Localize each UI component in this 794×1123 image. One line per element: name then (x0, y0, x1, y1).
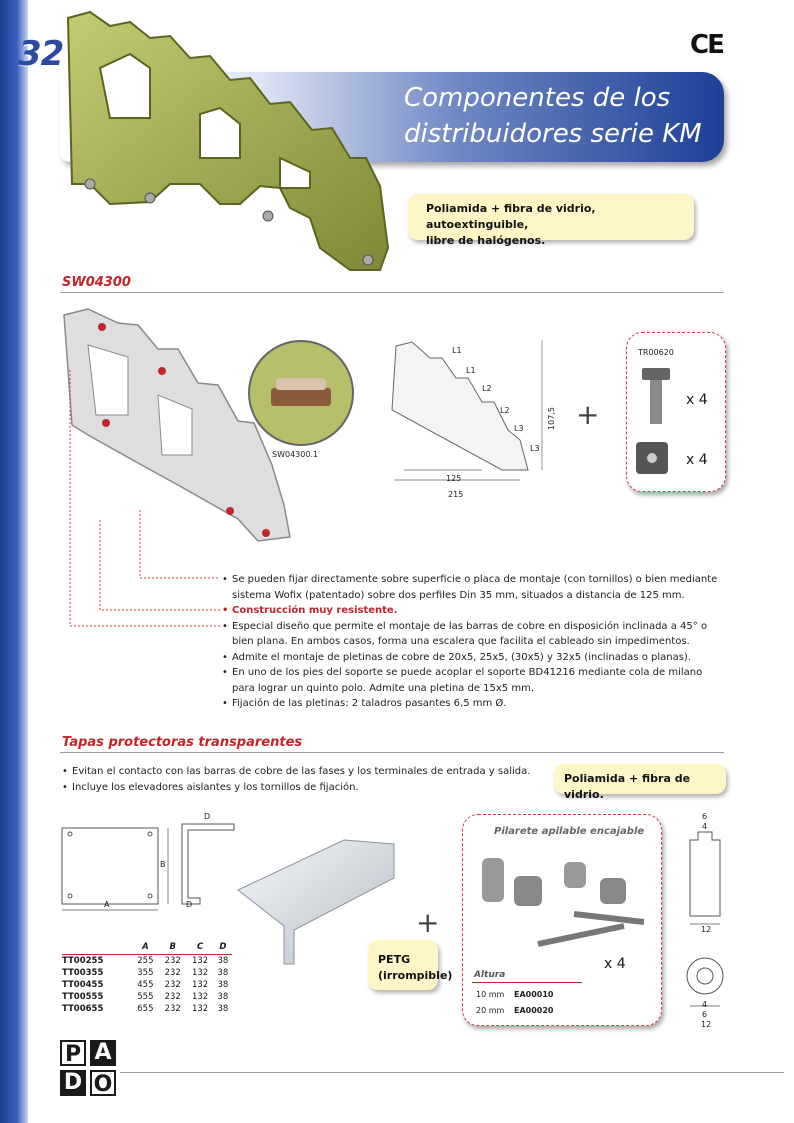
screw-qty: x 4 (686, 392, 708, 408)
table-header: B (169, 942, 176, 952)
pillar-dim-4-bottom: 4 (702, 1000, 708, 1009)
covers-bullets (62, 764, 542, 795)
covers-bullet: • Evitan el contacto con las barras de cobre de las fases y los terminales de entrada y salida. (62, 764, 542, 780)
product-code-heading: SW04300 (62, 275, 131, 290)
table-cell: 655 (137, 1004, 154, 1014)
leader-lines (60, 370, 240, 640)
dim-height: 107,5 (546, 407, 556, 430)
table-row (62, 979, 232, 991)
page-title (404, 80, 734, 152)
table-cell: 355 (137, 968, 154, 978)
table-cell: 232 (164, 980, 181, 990)
table-cell: 555 (137, 992, 154, 1002)
page-number: 32 (18, 34, 64, 74)
table-cell: TT00555 (62, 992, 104, 1002)
table-cell: 132 (191, 968, 209, 978)
ce-mark: CE (690, 30, 723, 60)
table-cell: 132 (191, 1004, 209, 1014)
petg-line-2: (irrompible) (378, 969, 453, 982)
table-cell: 38 (217, 980, 229, 990)
material-callout (408, 194, 694, 247)
square-nut-icon (634, 440, 670, 476)
table-cell: 232 (164, 992, 181, 1002)
feature-item: • Admite el montaje de pletinas de cobre de 20x5, 25x5, (30x5) y 32x5 (inclinadas o planas). (222, 650, 722, 666)
material-line-1: Poliamida + fibra de vidrio, autoextinguible, (426, 202, 596, 231)
section-rule (60, 292, 724, 293)
cover-dimensions-table (62, 942, 232, 1015)
table-row (62, 1003, 232, 1015)
altura-10: 10 mm (476, 990, 505, 999)
pillar-title: Pilarete apilable encajable (494, 826, 645, 837)
title-line-2: distribuidores serie KM (404, 119, 702, 149)
table-cell: 132 (191, 980, 209, 990)
dim-label-l2a: L2 (482, 384, 492, 393)
dim-label-l1a: L1 (452, 346, 462, 355)
logo-letter-d: D (60, 1070, 86, 1096)
product-hero-image (50, 8, 400, 288)
pillar-qty: x 4 (604, 956, 626, 972)
dim-label-l1b: L1 (466, 366, 476, 375)
altura-label: Altura (474, 970, 506, 980)
table-row (62, 967, 232, 979)
features-list (222, 572, 722, 712)
title-line-1: Componentes de los (404, 83, 671, 113)
pillar-parts-image (474, 848, 654, 948)
table-row (62, 991, 232, 1003)
covers-heading: Tapas protectoras transparentes (62, 735, 303, 750)
table-cell: 38 (217, 992, 229, 1002)
table-cell: TT00255 (62, 956, 104, 966)
accessory-code: TR00620 (638, 348, 674, 357)
dim-215: 215 (448, 490, 464, 499)
table-header: D (219, 942, 227, 952)
dim-a: A (104, 900, 110, 909)
dim-d-bottom: D (186, 900, 193, 909)
pillar-dim-6-top: 6 (702, 812, 708, 821)
dimension-drawing (382, 330, 562, 500)
covers-bullet: • Incluye los elevadores aislantes y los tornillos de fijación. (62, 780, 542, 796)
dim-label-l2b: L2 (500, 406, 510, 415)
table-cell: TT00655 (62, 1004, 104, 1014)
table-cell: 232 (164, 1004, 181, 1014)
table-cell: 38 (217, 956, 229, 966)
logo-letter-a: A (90, 1040, 116, 1066)
code-ea00020: EA00020 (514, 1006, 554, 1015)
footer-rule (120, 1072, 784, 1073)
table-cell: 38 (217, 1004, 229, 1014)
feature-item: • Construcción muy resistente. (222, 603, 722, 619)
altura-rule (472, 982, 582, 983)
feature-item: • En uno de los pies del soporte se puede acoplar el soporte BD41216 mediante cola de milano para lograr un quinto polo. Admite una pletina de 15x5 mm. (222, 665, 722, 696)
altura-20: 20 mm (476, 1006, 505, 1015)
material-line-2: libre de halógenos. (426, 234, 546, 247)
dim-125: 125 (446, 474, 462, 483)
pillar-dim-6-bottom: 6 (702, 1010, 708, 1019)
logo-letter-p: P (60, 1040, 86, 1066)
table-cell: 38 (217, 968, 229, 978)
table-cell: 255 (137, 956, 154, 966)
pillar-drawing (680, 810, 730, 1030)
pillar-dim-12-bottom: 12 (701, 1020, 712, 1029)
plus-sign-2: + (416, 906, 440, 939)
feature-item: • Fijación de las pletinas: 2 taladros pasantes 6,5 mm Ø. (222, 696, 722, 712)
table-row (62, 955, 232, 968)
petg-line-1: PETG (378, 953, 411, 966)
insert-code: SW04300.1 (272, 450, 319, 459)
dim-d-top: D (204, 812, 211, 821)
table-header: C (196, 942, 204, 952)
covers-material-callout: Poliamida + fibra de vidrio. (554, 764, 726, 794)
pillar-dim-4-top: 4 (702, 822, 708, 831)
table-cell: 455 (137, 980, 154, 990)
cover-plan-drawing (58, 820, 238, 920)
feature-item: • Especial diseño que permite el montaje de las barras de cobre en disposición inclinada a 45° o bien plana. En ambos casos, forma una escalera que facilita el cableado sin impedimentos. (222, 619, 722, 650)
feature-item: • Se pueden fijar directamente sobre superficie o placa de montaje (con tornillos) o bien mediante sistema Wofix (patentado) sobre dos perfiles Din 35 mm, situados a distancia de 125 mm. (222, 572, 722, 603)
logo-letter-o: O (90, 1070, 116, 1096)
dim-label-l3b: L3 (530, 444, 540, 453)
table-cell: 132 (191, 956, 209, 966)
dim-label-l3a: L3 (514, 424, 524, 433)
plus-sign-1: + (576, 398, 600, 431)
nut-qty: x 4 (686, 452, 708, 468)
insert-detail-photo (246, 338, 356, 448)
screw-icon (638, 364, 678, 428)
table-header: A (142, 942, 149, 952)
table-cell: 132 (191, 992, 209, 1002)
petg-callout (368, 940, 453, 990)
code-ea00010: EA00010 (514, 990, 554, 999)
pillar-dim-12-top: 12 (701, 925, 712, 934)
table-cell: TT00455 (62, 980, 104, 990)
dim-b: B (160, 860, 166, 869)
table-cell: 232 (164, 968, 181, 978)
table-cell: 232 (164, 956, 181, 966)
sidebar-stripe (0, 0, 28, 1123)
covers-rule (60, 752, 724, 753)
table-cell: TT00355 (62, 968, 104, 978)
table-header (62, 942, 132, 955)
